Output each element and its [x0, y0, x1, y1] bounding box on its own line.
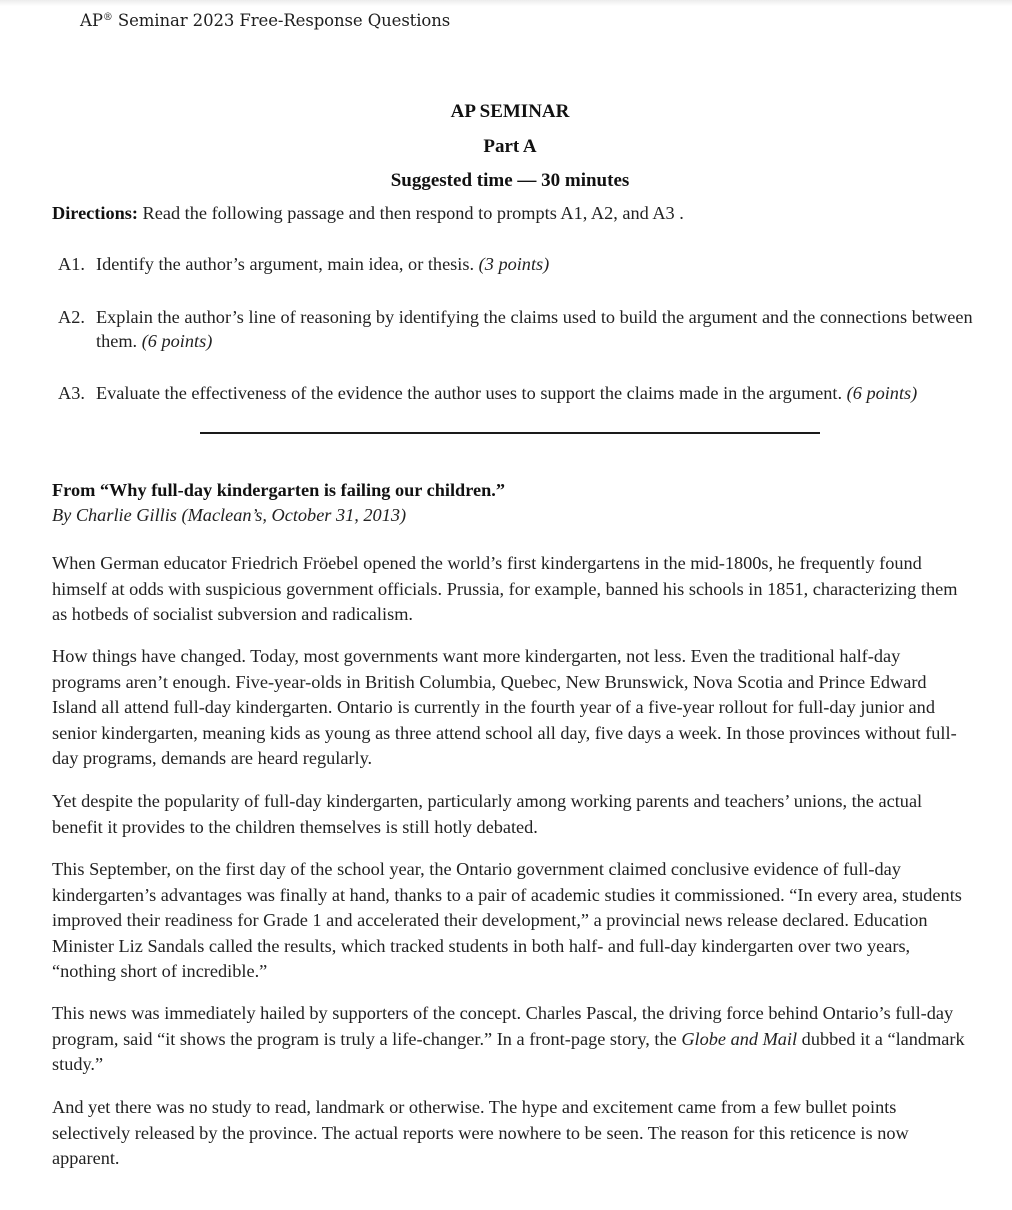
passage-paragraph [52, 1001, 972, 1078]
directions-text: Read the following passage and then respond to prompts A1, A2, and A3 . [137, 203, 684, 223]
prompt-number: A2. [58, 307, 85, 327]
passage-paragraph: And yet there was no study to read, landmark or otherwise. The hype and excitement came from a few bullet points selectively released by the province. The actual reports were nowhere to be seen. The reason for this reticence is now apparent. [52, 1097, 909, 1168]
paragraph-text: This news was immediately hailed by supporters of the concept. Charles Pascal, the driving force behind Ontario’s full-day program, said “it shows the program is truly a life-changer.” In a front-page story, the [52, 1003, 954, 1049]
registered-mark: ® [102, 12, 113, 23]
directions-label: Directions: [52, 203, 138, 223]
passage-paragraph: How things have changed. Today, most governments want more kindergarten, not less. Even the traditional half-day programs aren’t enough. Five-year-olds in British Columbia, Quebec, New Brunswick, Nova Scotia and Prince Edward Island all attend full-day kindergarten. Ontario is currently in the fourth year of a five-year rollout for full-day junior and senior kindergarten, meaning kids as young as three attend school all day, five days a week. In those provinces without full-day programs, demands are heard regularly. [52, 646, 957, 768]
prompt-a1 [58, 252, 978, 276]
prompt-points: (6 points) [141, 331, 213, 351]
prompt-body: Evaluate the effectiveness of the evidence the author uses to support the claims made in the argument. [96, 383, 847, 403]
prompt-points: (6 points) [846, 383, 918, 403]
running-head-suffix: Seminar 2023 Free-Response Questions [112, 11, 451, 30]
source-title: From “Why full-day kindergarten is failing our children.” [52, 480, 506, 500]
part-label: Part A [483, 136, 537, 157]
publication-name: Globe and Mail [681, 1028, 798, 1049]
prompt-text [96, 305, 978, 353]
prompt-body: Explain the author’s line of reasoning by identifying the claims used to build the argument and the connections between them. [96, 307, 973, 351]
page-top-edge [0, 0, 1012, 6]
prompt-a3 [58, 381, 978, 405]
prompt-number: A1. [58, 254, 85, 274]
section-divider [200, 432, 820, 434]
passage-paragraph: When German educator Friedrich Fröebel opened the world’s first kindergartens in the mid-1800s, he frequently found himself at odds with suspicious government officials. Prussia, for example, banned his schools in 1851, characterizing them as hotbeds of socialist subversion and radicalism. [52, 553, 958, 624]
prompt-points: (3 points) [478, 254, 550, 274]
prompt-a2 [58, 305, 978, 353]
running-head [80, 11, 450, 30]
suggested-time: Suggested time — 30 minutes [390, 170, 630, 191]
prompt-body: Identify the author’s argument, main idea, or thesis. [96, 254, 479, 274]
source-byline: By Charlie Gillis (Maclean’s, October 31, 2013) [52, 505, 407, 525]
prompt-text [96, 252, 978, 276]
section-title: AP SEMINAR [450, 101, 570, 122]
passage-paragraph: This September, on the first day of the school year, the Ontario government claimed conclusive evidence of full-day kindergarten’s advantages was finally at hand, thanks to a pair of academic studies it commissioned. “In every area, students improved their readiness for Grade 1 and accelerated their development,” a provincial news release declared. Education Minister Liz Sandals called the results, which tracked students in both half- and full-day kindergarten over two years, “nothing short of incredible.” [52, 859, 962, 981]
prompt-number: A3. [58, 383, 85, 403]
directions [52, 203, 684, 224]
passage-paragraph: Yet despite the popularity of full-day kindergarten, particularly among working parents and teachers’ unions, the actual benefit it provides to the children themselves is still hotly debated. [52, 791, 923, 837]
paragraph-text: dubbed it a “landmark study.” [52, 1028, 965, 1074]
running-head-prefix: AP [80, 11, 103, 30]
prompt-text [96, 381, 978, 405]
